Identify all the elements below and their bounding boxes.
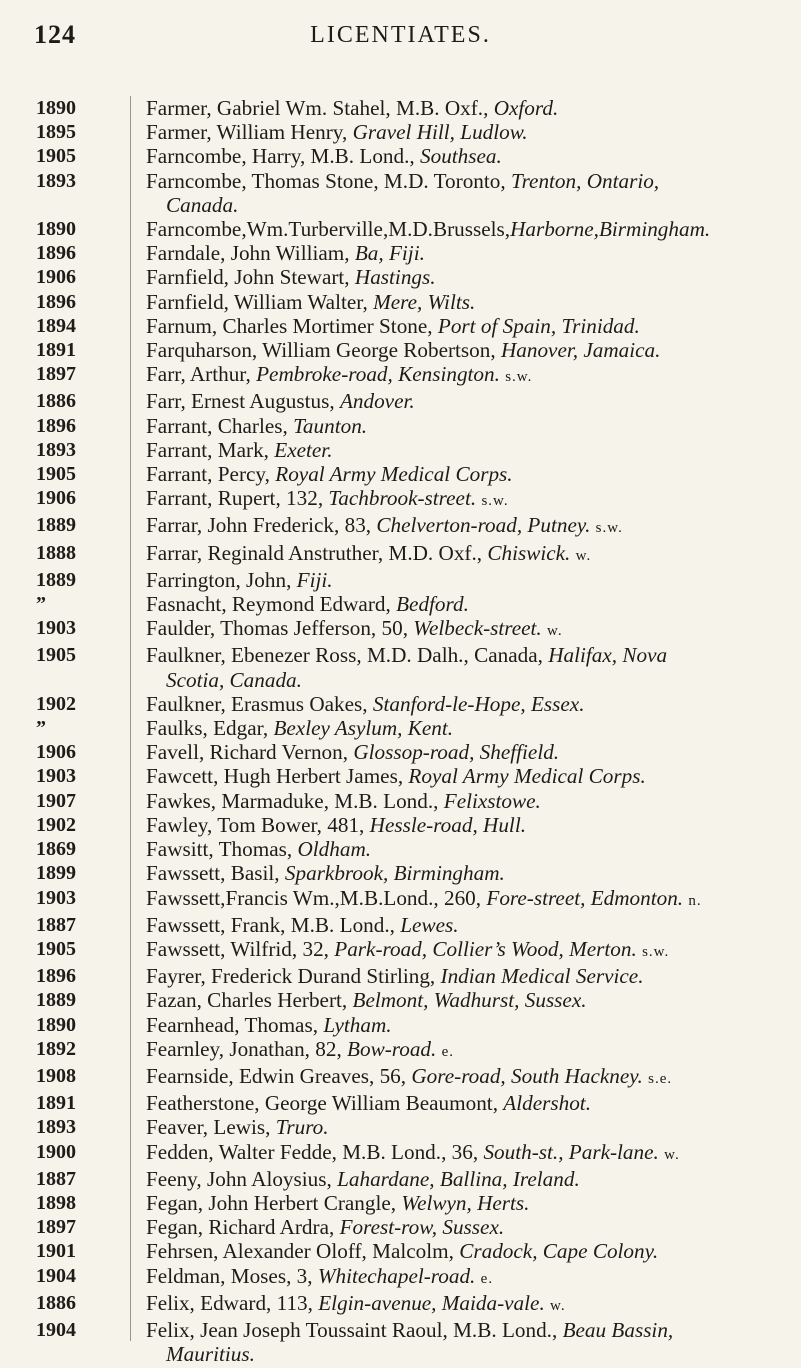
list-item <box>0 362 801 389</box>
entry-address: Port of Spain, Trinidad. <box>437 313 640 338</box>
entry-name: Farmer, William Henry, <box>146 120 353 145</box>
entry-year: 1905 <box>36 644 76 667</box>
entry-line <box>146 568 771 592</box>
entry-year: 1900 <box>36 1140 76 1163</box>
entry-address: Bow-road. <box>347 1036 437 1061</box>
entry-name: Farncombe, Thomas Stone, M.D. Toronto, <box>146 168 511 193</box>
entry-line <box>146 389 771 413</box>
entry-line <box>146 1037 771 1064</box>
list-item <box>0 913 801 937</box>
entry-year: 1906 <box>36 487 76 510</box>
entry-line <box>146 96 771 120</box>
entry-line <box>146 1064 771 1091</box>
entry-name: Farncombe, Harry, M.B. Lond., <box>146 144 421 169</box>
entry-line <box>146 1140 771 1167</box>
entry-year: 1906 <box>36 741 76 764</box>
entry-year: 1893 <box>36 169 76 192</box>
entry-line <box>146 643 771 667</box>
entry-postal-district: n. <box>688 892 702 909</box>
entry-name: Fazan, Charles Herbert, <box>146 988 353 1013</box>
entry-name: Faulks, Edgar, <box>146 716 274 741</box>
entry-address: Hastings. <box>354 265 436 290</box>
entry-name: Fegan, John Herbert Crangle, <box>146 1190 402 1215</box>
list-item <box>0 1167 801 1191</box>
entry-name: Farrar, Reginald Anstruther, M.D. Oxf., <box>146 540 488 565</box>
entry-year: 1906 <box>36 266 76 289</box>
entry-postal-district: w. <box>575 547 592 564</box>
entry-address: Andover. <box>339 389 415 414</box>
entry-line <box>146 1115 771 1139</box>
entry-year: ” <box>36 593 46 616</box>
entry-name: Farr, Ernest Augustus, <box>146 389 340 414</box>
entry-name: Farndale, John William, <box>146 241 355 266</box>
entry-address: Gore-road, South Hackney. <box>411 1063 643 1088</box>
entry-year: 1898 <box>36 1191 76 1214</box>
entry-name: Featherstone, George William Beaumont, <box>146 1091 504 1116</box>
entry-postal-district: w. <box>547 623 563 640</box>
entry-name: Faulder, Thomas Jefferson, 50, <box>146 616 414 641</box>
entry-address: Belmont, Wadhurst, Sussex. <box>352 988 587 1013</box>
entry-name: Fawssett, Wilfrid, 32, <box>146 936 335 961</box>
list-item <box>0 616 801 643</box>
entry-year: 1908 <box>36 1064 76 1087</box>
entry-name: Faulkner, Erasmus Oakes, <box>146 691 373 716</box>
list-item <box>0 1091 801 1115</box>
list-item <box>0 513 801 540</box>
list-item <box>0 1064 801 1091</box>
entry-address: Chelverton-road, Putney. <box>376 513 591 538</box>
entry-line <box>146 1191 771 1215</box>
entry-year: 1891 <box>36 339 76 362</box>
entry-line <box>146 290 771 314</box>
entry-line <box>146 265 771 289</box>
list-item <box>0 964 801 988</box>
entry-line <box>146 592 771 616</box>
entry-year: 1889 <box>36 514 76 537</box>
entry-line <box>146 513 771 540</box>
list-item <box>0 813 801 837</box>
list-item <box>0 716 801 740</box>
entry-name: Faulkner, Ebenezer Ross, M.D. Dalh., Canada, <box>146 643 549 668</box>
entry-name: Favell, Richard Vernon, <box>146 740 354 765</box>
entry-year: 1903 <box>36 765 76 788</box>
list-item <box>0 886 801 913</box>
list-item <box>0 1013 801 1037</box>
entry-postal-district: s.w. <box>595 520 623 537</box>
entry-year: ” <box>36 717 46 740</box>
list-item <box>0 988 801 1012</box>
list-item <box>0 414 801 438</box>
entry-name: Farrington, John, <box>146 567 297 592</box>
entry-year: 1890 <box>36 97 76 119</box>
entry-year: 1887 <box>36 1167 76 1190</box>
list-item <box>0 1037 801 1064</box>
entry-name: Farrant, Percy, <box>146 462 276 487</box>
entry-line <box>146 314 771 338</box>
entry-address: Felixstowe. <box>443 788 541 813</box>
entry-address: Welwyn, Herts. <box>401 1190 530 1215</box>
entry-name: Felix, Edward, 113, <box>146 1290 319 1315</box>
entry-address-continued: Mauritius. <box>166 1342 255 1367</box>
entry-postal-district: e. <box>480 1270 494 1287</box>
entry-name: Farnfield, William Walter, <box>146 289 374 314</box>
entry-address: Mere, Wilts. <box>373 289 476 314</box>
entry-name: Farncombe,Wm.Turberville,M.D.Brussels, <box>146 217 511 242</box>
list-item <box>0 96 801 120</box>
entry-address: Halifax, Nova <box>548 643 668 668</box>
entry-line <box>146 837 771 861</box>
list-item <box>0 217 801 241</box>
list-item <box>0 462 801 486</box>
entry-line <box>146 1013 771 1037</box>
entry-name: Farrant, Mark, <box>146 437 275 462</box>
entry-name: Fearnside, Edwin Greaves, 56, <box>146 1063 412 1088</box>
entry-year: 1890 <box>36 1013 76 1036</box>
entry-address: Gravel Hill, Ludlow. <box>352 120 528 145</box>
entry-address: Indian Medical Service. <box>440 964 644 989</box>
list-item <box>0 1115 801 1139</box>
entry-address: South-st., Park-lane. <box>483 1139 659 1164</box>
entry-year: 1889 <box>36 568 76 591</box>
entry-name: Farnum, Charles Mortimer Stone, <box>146 313 438 338</box>
entry-line <box>146 1239 771 1263</box>
entry-line <box>146 789 771 813</box>
entry-line <box>146 1215 771 1239</box>
entry-address: Glossop-road, Sheffield. <box>353 740 560 765</box>
entry-address: Taunton. <box>293 413 368 438</box>
entry-year: 1893 <box>36 1116 76 1139</box>
entry-name: Fehrsen, Alexander Oloff, Malcolm, <box>146 1239 460 1264</box>
entry-year: 1892 <box>36 1037 76 1060</box>
list-item <box>0 389 801 413</box>
entry-address: Beau Bassin, <box>562 1317 674 1342</box>
entry-year: 1904 <box>36 1318 76 1341</box>
list-item <box>0 789 801 813</box>
entry-year: 1899 <box>36 862 76 885</box>
entry-name: Fawssett, Basil, <box>146 861 285 886</box>
entry-address: Tachbrook-street. <box>328 486 477 511</box>
list-item <box>0 144 801 168</box>
entry-postal-district: w. <box>664 1146 680 1163</box>
entry-name: Farnfield, John Stewart, <box>146 265 355 290</box>
entry-address: Fiji. <box>296 567 333 592</box>
entry-address-continued: Canada. <box>166 192 239 217</box>
entry-address: Oldham. <box>297 837 372 862</box>
list-item <box>0 338 801 362</box>
entry-year: 1901 <box>36 1240 76 1263</box>
entry-year: 1886 <box>36 390 76 413</box>
entry-postal-district: s.e. <box>648 1070 673 1087</box>
entry-address: Royal Army Medical Corps. <box>408 764 646 789</box>
entry-year: 1903 <box>36 617 76 640</box>
entry-line <box>146 438 771 462</box>
entry-address: Lahardane, Ballina, Ireland. <box>337 1166 580 1191</box>
entry-address-continued: Scotia, Canada. <box>166 667 302 692</box>
entry-address: Stanford-le-Hope, Essex. <box>372 691 585 716</box>
list-item <box>0 692 801 716</box>
entry-address: Aldershot. <box>503 1091 591 1116</box>
entry-line <box>146 1318 771 1342</box>
entry-year: 1888 <box>36 541 76 564</box>
entry-year: 1896 <box>36 242 76 265</box>
entry-line <box>146 414 771 438</box>
entry-line <box>146 692 771 716</box>
entry-address: Exeter. <box>274 437 333 462</box>
list-item <box>0 568 801 592</box>
entry-line <box>146 120 771 144</box>
entry-name: Feeny, John Aloysius, <box>146 1166 338 1191</box>
entry-line <box>146 740 771 764</box>
entry-line <box>146 1264 771 1291</box>
entry-year: 1887 <box>36 913 76 936</box>
entry-address: Whitechapel-road. <box>317 1263 476 1288</box>
entry-name: Fawley, Tom Bower, 481, <box>146 812 370 837</box>
entry-year: 1889 <box>36 989 76 1012</box>
entry-year: 1893 <box>36 438 76 461</box>
entry-year: 1896 <box>36 965 76 988</box>
entry-name: Farmer, Gabriel Wm. Stahel, M.B. Oxf., <box>146 96 494 120</box>
entry-year: 1896 <box>36 290 76 313</box>
entry-name: Farrant, Rupert, 132, <box>146 486 329 511</box>
entry-name: Farquharson, William George Robertson, <box>146 338 501 363</box>
entry-line <box>146 362 771 389</box>
entry-postal-district: s.w. <box>642 943 670 960</box>
entry-address: Oxford. <box>493 96 559 120</box>
list-item <box>0 1318 801 1366</box>
entry-name: Fawsitt, Thomas, <box>146 837 298 862</box>
entry-address: Cradock, Cape Colony. <box>459 1239 659 1264</box>
list-item <box>0 169 801 217</box>
entry-address: Hanover, Jamaica. <box>500 338 661 363</box>
list-item <box>0 643 801 691</box>
entry-year: 1902 <box>36 813 76 836</box>
entry-line <box>146 937 771 964</box>
list-item <box>0 241 801 265</box>
entry-postal-district: w. <box>550 1297 566 1314</box>
entry-line <box>146 541 771 568</box>
entry-address: Hessle-road, Hull. <box>369 812 526 837</box>
entry-line <box>146 964 771 988</box>
entry-line <box>146 716 771 740</box>
entry-postal-district: s.w. <box>481 493 509 510</box>
entry-address: Chiswick. <box>487 540 571 565</box>
entry-year: 1896 <box>36 414 76 437</box>
list-item <box>0 1264 801 1291</box>
running-head: LICENTIATES. <box>310 22 491 48</box>
list-item <box>0 1215 801 1239</box>
entry-address: Bexley Asylum, Kent. <box>273 716 454 741</box>
entry-line <box>146 217 771 241</box>
entry-name: Farrant, Charles, <box>146 413 294 438</box>
entry-line <box>146 462 771 486</box>
list-item <box>0 861 801 885</box>
entry-line <box>146 1291 771 1318</box>
entry-name: Fasnacht, Reymond Edward, <box>146 592 397 617</box>
entry-name: Fegan, Richard Ardra, <box>146 1215 340 1240</box>
licentiates-list <box>0 96 801 1366</box>
list-item <box>0 486 801 513</box>
entry-year: 1905 <box>36 145 76 168</box>
list-item <box>0 740 801 764</box>
entry-address: Pembroke-road, Kensington. <box>256 362 500 387</box>
entry-line <box>146 861 771 885</box>
page-number: 124 <box>34 20 76 49</box>
entry-line <box>146 144 771 168</box>
entry-postal-district: s.w. <box>505 369 533 386</box>
entry-name: Fedden, Walter Fedde, M.B. Lond., 36, <box>146 1139 484 1164</box>
list-item <box>0 592 801 616</box>
entry-line <box>146 988 771 1012</box>
entry-year: 1905 <box>36 463 76 486</box>
entry-name: Fawkes, Marmaduke, M.B. Lond., <box>146 788 444 813</box>
entry-line <box>146 813 771 837</box>
entry-name: Feldman, Moses, 3, <box>146 1263 318 1288</box>
entry-address: Welbeck-street. <box>413 616 542 641</box>
entry-address: Harborne,Birmingham. <box>510 217 711 242</box>
entry-line <box>146 1167 771 1191</box>
entry-name: Fayrer, Frederick Durand Stirling, <box>146 964 441 989</box>
entry-line <box>146 169 771 193</box>
entry-year: 1907 <box>36 789 76 812</box>
list-item <box>0 1239 801 1263</box>
entry-address: Bedford. <box>396 592 469 617</box>
entry-address: Truro. <box>275 1115 329 1140</box>
entry-year: 1902 <box>36 692 76 715</box>
entry-address: Lytham. <box>323 1012 392 1037</box>
entry-line <box>146 486 771 513</box>
entry-year: 1894 <box>36 314 76 337</box>
entry-name: Fawssett, Frank, M.B. Lond., <box>146 912 401 937</box>
list-item <box>0 837 801 861</box>
entry-address: Fore-street, Edmonton. <box>486 885 684 910</box>
entry-year: 1886 <box>36 1291 76 1314</box>
entry-year: 1895 <box>36 121 76 144</box>
list-item <box>0 438 801 462</box>
entry-line <box>146 338 771 362</box>
entry-name: Fawcett, Hugh Herbert James, <box>146 764 409 789</box>
list-item <box>0 1191 801 1215</box>
entry-address: Trenton, Ontario, <box>510 168 660 193</box>
entry-year: 1897 <box>36 1216 76 1239</box>
entry-year: 1869 <box>36 838 76 861</box>
entry-address: Park-road, Collier’s Wood, Merton. <box>334 936 637 961</box>
entry-address: Ba, Fiji. <box>354 241 425 266</box>
list-item <box>0 265 801 289</box>
entry-year: 1904 <box>36 1264 76 1287</box>
entry-name: Farr, Arthur, <box>146 362 257 387</box>
entry-name: Fearnley, Jonathan, 82, <box>146 1036 348 1061</box>
list-item <box>0 1291 801 1318</box>
entry-line <box>146 886 771 913</box>
entry-address: Elgin-avenue, Maida-vale. <box>318 1290 545 1315</box>
entry-line <box>146 764 771 788</box>
entry-year: 1890 <box>36 218 76 241</box>
entry-year: 1903 <box>36 886 76 909</box>
list-item <box>0 120 801 144</box>
entry-address: Forest-row, Sussex. <box>339 1215 505 1240</box>
entry-name: Farrar, John Frederick, 83, <box>146 513 377 538</box>
list-item <box>0 314 801 338</box>
entry-address: Royal Army Medical Corps. <box>275 462 513 487</box>
list-item <box>0 541 801 568</box>
entry-line <box>146 1091 771 1115</box>
entry-name: Fawssett,Francis Wm.,M.B.Lond., 260, <box>146 885 487 910</box>
list-item <box>0 937 801 964</box>
entry-line <box>146 913 771 937</box>
entry-line <box>146 241 771 265</box>
list-item <box>0 764 801 788</box>
entry-name: Feaver, Lewis, <box>146 1115 276 1140</box>
entry-postal-district: e. <box>441 1043 455 1060</box>
entry-year: 1891 <box>36 1092 76 1115</box>
entry-line <box>146 616 771 643</box>
list-item <box>0 290 801 314</box>
entry-address: Lewes. <box>400 912 459 937</box>
entry-name: Fearnhead, Thomas, <box>146 1012 324 1037</box>
entry-year: 1905 <box>36 937 76 960</box>
entry-name: Felix, Jean Joseph Toussaint Raoul, M.B. Lond., <box>146 1317 563 1342</box>
entry-address: Sparkbrook, Birmingham. <box>284 861 505 886</box>
entry-address: Southsea. <box>420 144 502 169</box>
list-item <box>0 1140 801 1167</box>
entry-year: 1897 <box>36 363 76 386</box>
